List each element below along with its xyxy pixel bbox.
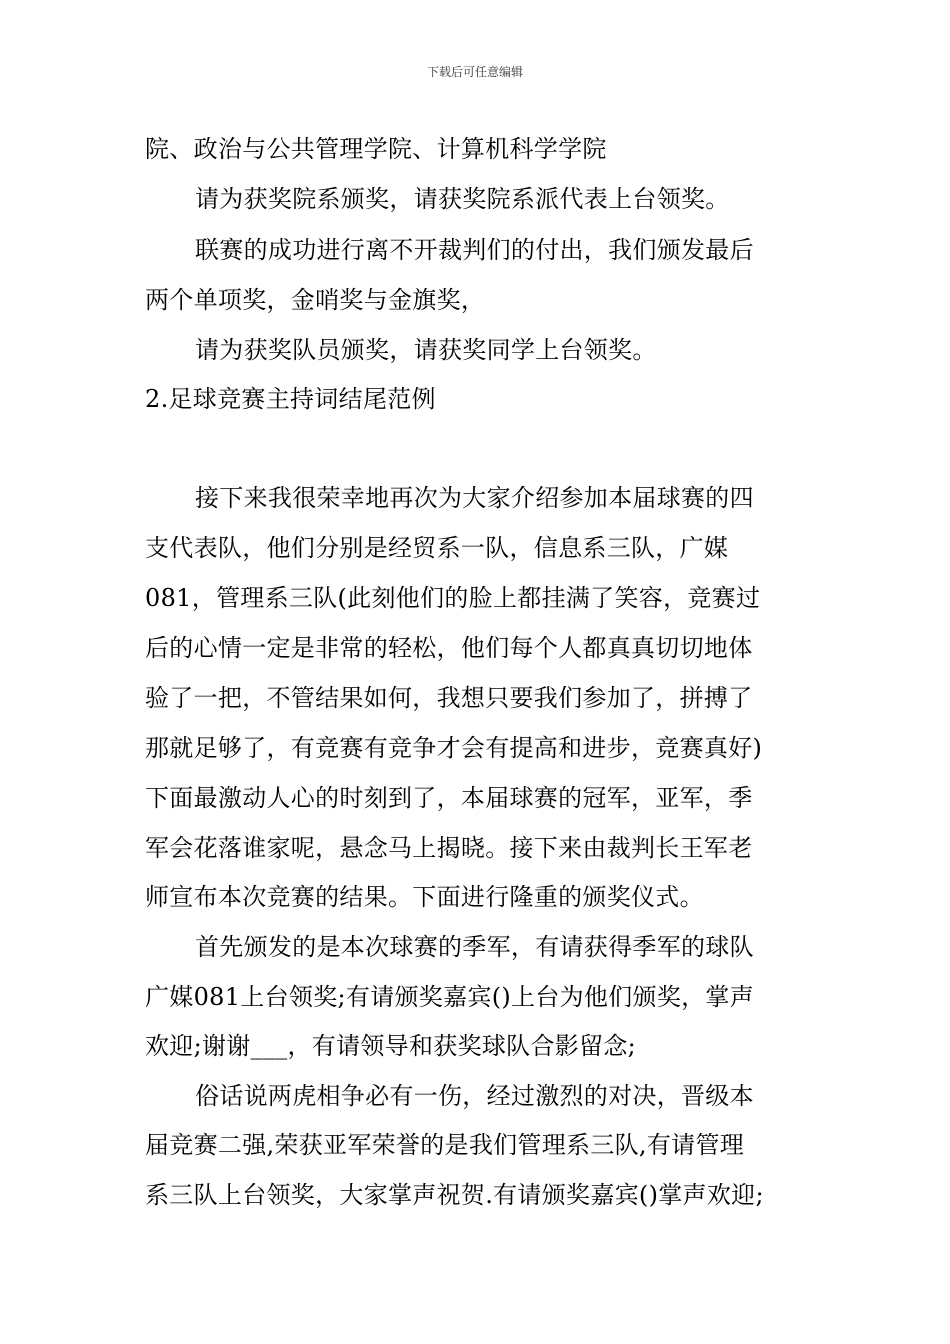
text-line: 请为获奖院系颁奖，请获奖院系派代表上台领奖。 <box>195 185 730 213</box>
section-heading: 2.足球竞赛主持词结尾范例 <box>145 385 436 413</box>
text-line: 届竞赛二强,荣获亚军荣誉的是我们管理系三队,有请管理 <box>145 1131 745 1159</box>
text-line: 俗话说两虎相争必有一伤，经过激烈的对决，晋级本 <box>195 1082 754 1110</box>
text-line: 联赛的成功进行离不开裁判们的付出，我们颁发最后 <box>195 236 754 264</box>
text-line: 系三队上台领奖，大家掌声祝贺.有请颁奖嘉宾()掌声欢迎; <box>145 1181 764 1209</box>
text-line: 院、政治与公共管理学院、计算机科学学院 <box>145 135 607 163</box>
text-line: 那就足够了，有竞赛有竞争才会有提高和进步，竞赛真好) <box>145 734 763 762</box>
text-line: 请为获奖队员颁奖，请获奖同学上台领奖。 <box>195 336 657 364</box>
page-header: 下载后可任意编辑 <box>426 65 523 79</box>
text-line: 欢迎;谢谢___，有请领导和获奖球队合影留念; <box>145 1032 637 1060</box>
text-line: 军会花落谁家呢，悬念马上揭晓。接下来由裁判长王军老 <box>145 834 753 862</box>
text-line: 广媒081上台领奖;有请颁奖嘉宾()上台为他们颁奖，掌声 <box>145 983 755 1011</box>
text-line: 接下来我很荣幸地再次为大家介绍参加本届球赛的四 <box>195 484 754 512</box>
text-line: 支代表队，他们分别是经贸系一队，信息系三队，广媒 <box>145 534 729 562</box>
text-line: 两个单项奖，金哨奖与金旗奖， <box>145 286 486 314</box>
text-line: 下面最激动人心的时刻到了，本届球赛的冠军，亚军，季 <box>145 784 753 812</box>
text-line: 验了一把，不管结果如何，我想只要我们参加了，拼搏了 <box>145 684 753 712</box>
text-line: 后的心情一定是非常的轻松，他们每个人都真真切切地体 <box>145 634 753 662</box>
text-line: 师宣布本次竞赛的结果。下面进行隆重的颁奖仪式。 <box>145 883 704 911</box>
text-line: 081，管理系三队(此刻他们的脸上都挂满了笑容，竞赛过 <box>145 584 761 612</box>
text-line: 首先颁发的是本次球赛的季军，有请获得季军的球队 <box>195 933 754 961</box>
